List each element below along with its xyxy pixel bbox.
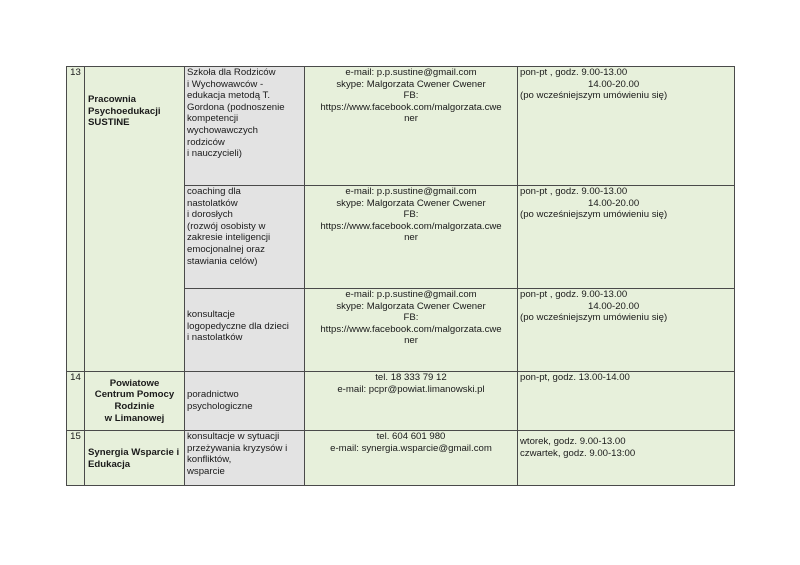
services-table xyxy=(66,66,735,486)
service-type: coaching dla nastolatków i dorosłych (rozwój osobisty w zakresie inteligencji emocjonalnej oraz stawiania celów) xyxy=(185,186,305,289)
institution-name-text: Powiatowe Centrum Pomocy Rodzinie w Limanowej xyxy=(94,377,175,424)
table-row xyxy=(67,372,735,431)
hours-line: 14.00-20.00 xyxy=(588,78,640,90)
contact-info: tel. 18 333 79 12 e-mail: pcpr@powiat.limanowski.pl xyxy=(305,372,518,431)
office-hours: pon-pt, godz. 13.00-14.00 xyxy=(518,372,735,431)
office-hours xyxy=(518,67,735,186)
row-number: 15 xyxy=(67,431,85,486)
service-type: konsultacje logopedyczne dla dzieci i nastolatków xyxy=(185,289,305,372)
hours-line: pon-pt , godz. 9.00-13.00 xyxy=(520,67,628,78)
table-row xyxy=(67,431,735,486)
hours-line: pon-pt , godz. 9.00-13.00 xyxy=(520,186,628,197)
hours-line: 14.00-20.00 xyxy=(588,300,640,312)
contact-info: e-mail: p.p.sustine@gmail.com skype: Malgorzata Cwener Cwener FB: https://www.facebook.com/malgorzata.cwe ner xyxy=(305,186,518,289)
hours-note: (po wcześniejszym umówieniu się) xyxy=(520,90,668,102)
institution-name xyxy=(85,372,185,431)
row-number: 14 xyxy=(67,372,85,431)
hours-note: (po wcześniejszym umówieniu się) xyxy=(520,209,668,221)
contact-info: e-mail: p.p.sustine@gmail.com skype: Malgorzata Cwener Cwener FB: https://www.facebook.com/malgorzata.cwe ner xyxy=(305,289,518,372)
service-type: poradnictwo psychologiczne xyxy=(185,372,305,431)
office-hours xyxy=(518,289,735,372)
contact-info: e-mail: p.p.sustine@gmail.com skype: Malgorzata Cwener Cwener FB: https://www.facebook.com/malgorzata.cwe ner xyxy=(305,67,518,186)
office-hours xyxy=(518,186,735,289)
service-type: Szkoła dla Rodziców i Wychowawców - edukacja metodą T. Gordona (podnoszenie kompetencji wychowawczych rodziców i nauczycieli) xyxy=(185,67,305,186)
row-number: 13 xyxy=(67,67,85,372)
institution-name-text: Pracownia Psychoedukacji SUSTINE xyxy=(88,94,161,129)
hours-line: 14.00-20.00 xyxy=(588,197,640,209)
table-row xyxy=(67,67,735,186)
institution-name xyxy=(85,67,185,372)
office-hours: wtorek, godz. 9.00-13.00 czwartek, godz. 9.00-13:00 xyxy=(518,431,735,486)
hours-note: (po wcześniejszym umówieniu się) xyxy=(520,312,668,324)
institution-name xyxy=(85,431,185,486)
contact-info: tel. 604 601 980 e-mail: synergia.wsparcie@gmail.com xyxy=(305,431,518,486)
service-type: konsultacje w sytuacji przeżywania kryzysów i konfliktów, wsparcie xyxy=(185,431,305,486)
institution-name-text: Synergia Wsparcie i Edukacja xyxy=(88,447,180,470)
hours-line: pon-pt , godz. 9.00-13.00 xyxy=(520,289,628,300)
